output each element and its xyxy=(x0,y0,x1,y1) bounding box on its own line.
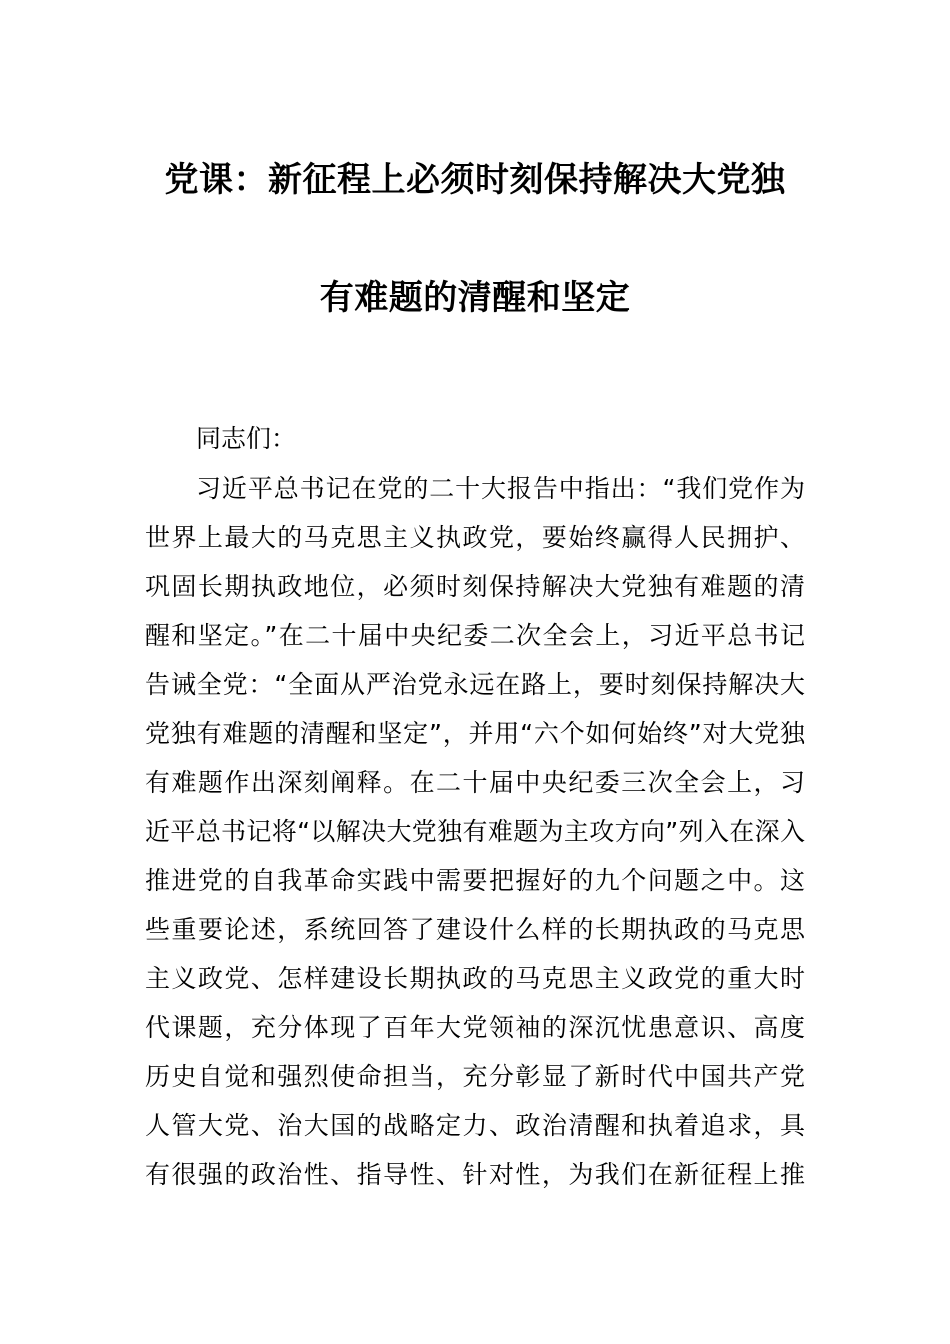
paragraph-line: 世界上最大的马克思主义执政党，要始终赢得人民拥护、 xyxy=(145,523,805,552)
paragraph-line: 醒和坚定。”在二十届中央纪委二次全会上，习近平总书记 xyxy=(145,621,805,650)
paragraph-line: 历史自觉和强烈使命担当，充分彰显了新时代中国共产党 xyxy=(145,1062,805,1091)
paragraph-line: 有难题作出深刻阐释。在二十届中央纪委三次全会上，习 xyxy=(145,768,805,797)
greeting: 同志们： xyxy=(196,424,297,453)
paragraph-line: 近平总书记将“以解决大党独有难题为主攻方向”列入在深入 xyxy=(145,817,805,846)
paragraph-line: 党独有难题的清醒和坚定”，并用“六个如何始终”对大党独 xyxy=(145,719,805,748)
document-title-line-2: 有难题的清醒和坚定 xyxy=(319,278,631,318)
paragraph-line: 人管大党、治大国的战略定力、政治清醒和执着追求，具 xyxy=(145,1111,805,1140)
paragraph-line: 主义政党、怎样建设长期执政的马克思主义政党的重大时 xyxy=(145,964,805,993)
paragraph-line: 有很强的政治性、指导性、针对性，为我们在新征程上推 xyxy=(145,1160,805,1189)
paragraph-line: 推进党的自我革命实践中需要把握好的九个问题之中。这 xyxy=(145,866,805,895)
paragraph-line: 巩固长期执政地位，必须时刻保持解决大党独有难题的清 xyxy=(145,572,805,601)
paragraph-line: 告诫全党：“全面从严治党永远在路上，要时刻保持解决大 xyxy=(145,670,805,699)
paragraph-line: 些重要论述，系统回答了建设什么样的长期执政的马克思 xyxy=(145,915,805,944)
paragraph-line: 代课题，充分体现了百年大党领袖的深沉忧患意识、高度 xyxy=(145,1013,805,1042)
paragraph-line: 习近平总书记在党的二十大报告中指出：“我们党作为 xyxy=(196,474,805,503)
document-title-line-1: 党课：新征程上必须时刻保持解决大党独 xyxy=(164,160,786,200)
